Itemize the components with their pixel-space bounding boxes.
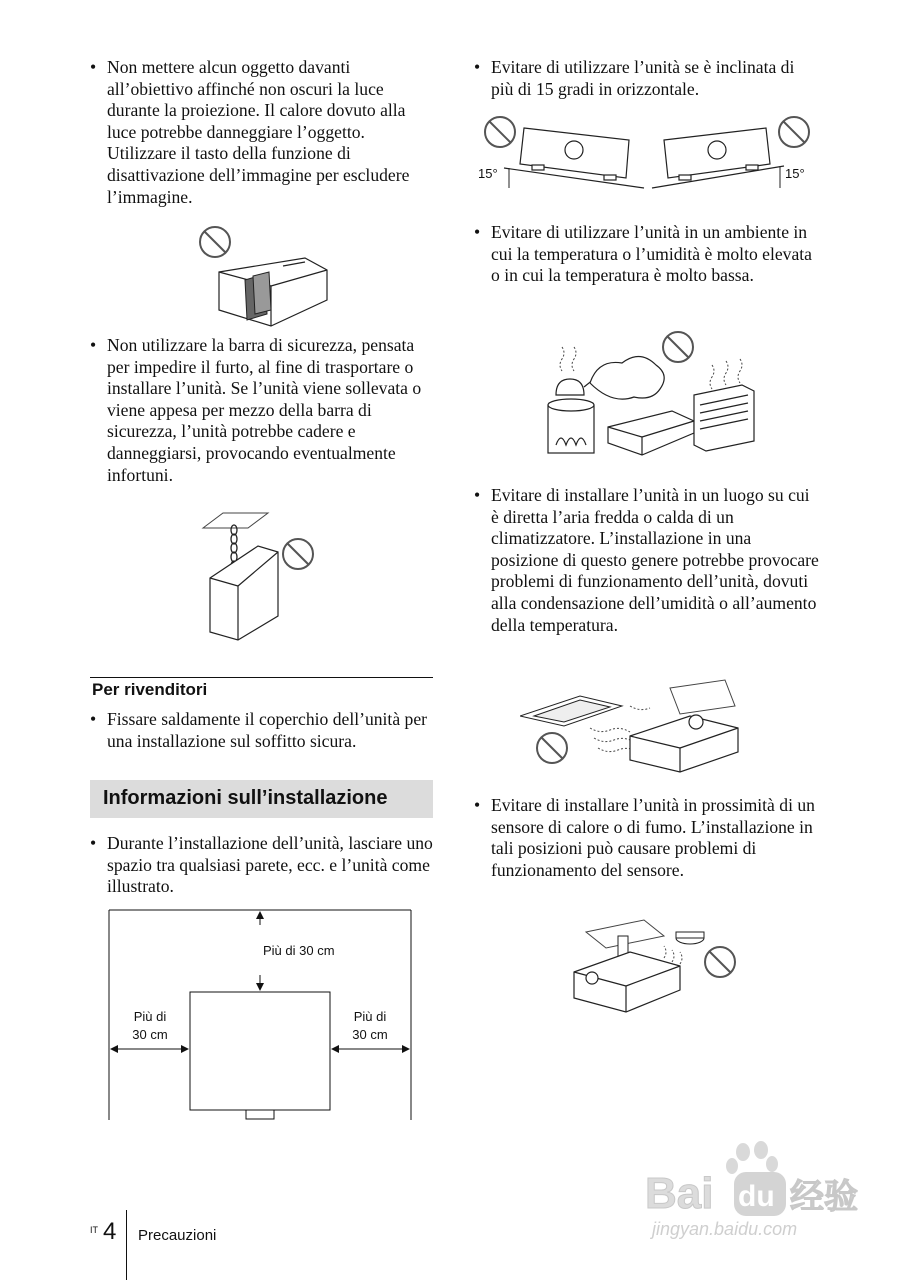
watermark-url: jingyan.baidu.com bbox=[652, 1219, 798, 1239]
paw-logo-icon bbox=[726, 1141, 778, 1174]
bullet-dot: • bbox=[474, 485, 481, 505]
bullet-item bbox=[90, 709, 433, 752]
bullet-item bbox=[90, 57, 433, 208]
section-label: Precauzioni bbox=[138, 1227, 217, 1244]
bullet-text: Evitare di installare l’unità in prossimità di un sensore di calore o di fumo. L’installazione in tali posizioni può causare problemi di funzionamento del sensore. bbox=[491, 795, 815, 880]
projector-icon bbox=[574, 952, 680, 1012]
projector-icon bbox=[219, 258, 327, 326]
lens-outline bbox=[246, 1110, 274, 1119]
bullet-item bbox=[474, 222, 819, 287]
section-title: Informazioni sull’installazione bbox=[103, 787, 388, 809]
right-clearance-label: 30 cm bbox=[352, 1027, 388, 1042]
prohibited-icon bbox=[537, 733, 567, 763]
lens-obstruction-figure bbox=[195, 222, 335, 330]
clearance-diagram bbox=[100, 905, 420, 1125]
language-code: IT bbox=[90, 1225, 98, 1235]
bullet-item bbox=[474, 57, 819, 100]
dealers-heading: Per rivenditori bbox=[92, 680, 208, 699]
bullet-item bbox=[474, 485, 819, 636]
right-clearance-label: Più di bbox=[353, 1009, 387, 1024]
steam-cloud-icon bbox=[590, 356, 664, 399]
ceiling-plate-icon bbox=[670, 680, 735, 714]
prohibited-icon bbox=[779, 117, 809, 147]
obstruction-object-icon bbox=[245, 272, 271, 320]
air-vent-icon bbox=[520, 696, 622, 726]
kettle-icon bbox=[556, 379, 594, 395]
angle-markers bbox=[509, 166, 780, 188]
top-clearance-label: Più di 30 cm bbox=[263, 943, 335, 958]
bullet-dot: • bbox=[474, 57, 481, 77]
bullet-dot: • bbox=[474, 222, 481, 242]
bullet-dot: • bbox=[90, 57, 97, 77]
bullet-text: Evitare di installare l’unità in un luogo su cui è diretta l’aria fredda o calda di un climatizzatore. L’installazione in una posizione di questo genere potrebbe provocare problemi di funzionamento dell’unità, dovuti alla condensazione dell’umidità o all’aumento della temperatura. bbox=[491, 485, 819, 635]
prohibited-icon bbox=[485, 117, 515, 147]
bullet-dot: • bbox=[90, 833, 97, 853]
baidu-watermark bbox=[640, 1140, 890, 1245]
bullet-item bbox=[90, 833, 433, 898]
prohibited-icon bbox=[705, 947, 735, 977]
left-clearance-label: 30 cm bbox=[132, 1027, 168, 1042]
security-bar-figure bbox=[198, 508, 323, 643]
tilted-projector-right bbox=[652, 128, 784, 188]
tilt-angle-label: 15° bbox=[478, 166, 498, 181]
heater-icon bbox=[694, 385, 754, 451]
divider bbox=[90, 677, 433, 678]
section-header bbox=[90, 780, 433, 818]
prohibited-icon bbox=[283, 539, 313, 569]
bullet-dot: • bbox=[90, 335, 97, 355]
bullet-dot: • bbox=[474, 795, 481, 815]
tilt-angle-label: 15° bbox=[785, 166, 805, 181]
stove-icon bbox=[548, 399, 594, 453]
bullet-text: Durante l’installazione dell’unità, lasciare uno spazio tra qualsiasi parete, ecc. e l’unità come illustrato. bbox=[107, 833, 433, 897]
bullet-item bbox=[90, 335, 433, 486]
bullet-text: Evitare di utilizzare l’unità se è inclinata di più di 15 gradi in orizzontale. bbox=[491, 57, 795, 99]
bullet-dot: • bbox=[90, 709, 97, 729]
prohibited-icon bbox=[663, 332, 693, 362]
projector-icon bbox=[630, 715, 738, 772]
air-conditioner-figure bbox=[520, 676, 750, 776]
tilt-figure bbox=[474, 110, 819, 195]
projector-outline bbox=[190, 992, 330, 1110]
bullet-text: Fissare saldamente il coperchio dell’unità per una installazione sul soffitto sicura. bbox=[107, 709, 427, 751]
bullet-item bbox=[474, 795, 819, 881]
bullet-text: Evitare di utilizzare l’unità in un ambiente in cui la temperatura o l’umidità è molto elevata o in cui la temperatura è molto bassa. bbox=[491, 222, 812, 286]
watermark-brand-du: du bbox=[738, 1180, 775, 1213]
page-number: 4 bbox=[103, 1218, 117, 1245]
projector-icon bbox=[608, 411, 694, 455]
temperature-figure bbox=[542, 325, 767, 460]
watermark-brand-cn: 经验 bbox=[790, 1178, 858, 1216]
projector-icon bbox=[210, 546, 278, 640]
footer-divider bbox=[126, 1210, 127, 1280]
bullet-text: Non mettere alcun oggetto davanti all’obiettivo affinché non oscuri la luce durante la proiezione. Il calore dovuto alla luce potrebbe danneggiare l’oggetto. Utilizzare il tasto della funzione di disattivazione dell’immagine per escludere l’immagine. bbox=[107, 57, 410, 207]
bullet-text: Non utilizzare la barra di sicurezza, pensata per impedire il furto, al fine di trasportare o installare l’unità. Se l’unità viene sollevata o viene appesa per mezzo della barra di sicurezza, l’unità potrebbe cadere e danneggiarsi, provocando eventualmente infortuni. bbox=[107, 335, 422, 485]
left-clearance-label: Più di bbox=[133, 1009, 167, 1024]
smoke-sensor-figure bbox=[568, 918, 743, 1018]
tilted-projector-left bbox=[504, 128, 644, 188]
watermark-brand: Bai bbox=[645, 1169, 714, 1218]
heat-waves bbox=[664, 946, 682, 964]
prohibited-icon bbox=[200, 227, 230, 257]
smoke-sensor-icon bbox=[676, 932, 704, 944]
